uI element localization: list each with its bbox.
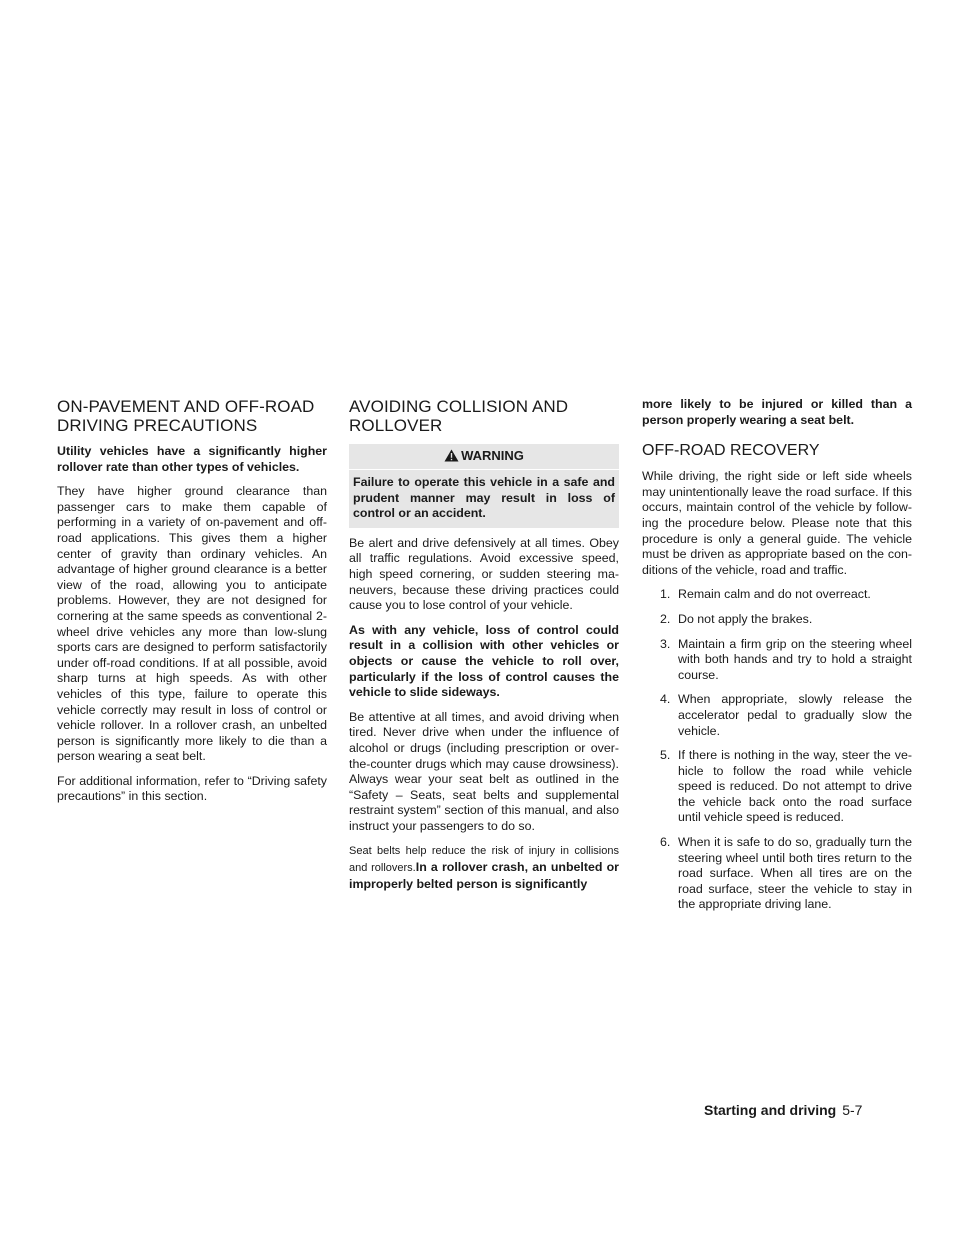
warning-label: WARNING xyxy=(461,448,524,463)
section-heading-off-road-recovery: OFF-ROAD RECOVERY xyxy=(642,442,820,460)
seat-belt-warning-text: In a rollover crash, an unbelted or improperly belted person is significantly xyxy=(349,860,619,891)
column-1 xyxy=(57,397,327,814)
section-heading-on-pavement: ON-PAVEMENT AND OFF-ROAD DRIVING PRECAUTIONS xyxy=(57,397,315,435)
rollover-rate-statement: Utility vehicles have a significantly higher rollover rate than other types of vehicles. xyxy=(57,444,327,474)
seat-belt-warning-continued: more likely to be injured or killed than a person properly wearing a seat belt. xyxy=(642,397,912,427)
list-item: 6. When it is safe to do so, gradually turn the steering wheel until both tires return to the road surface. When all tires are on the road surface, steer the vehicle to stay in the appropriate driving lane. xyxy=(660,835,912,912)
seat-belt-paragraph xyxy=(349,843,619,892)
page-footer xyxy=(704,1102,862,1118)
list-item: 2. Do not apply the brakes. xyxy=(660,611,813,626)
list-item: 1. Remain calm and do not overreact. xyxy=(660,587,871,602)
warning-box xyxy=(349,444,619,528)
list-item: 4. When appropriate, slowly release the accelerator pedal to gradually slow the vehicle. xyxy=(660,692,912,738)
list-item: 3. Maintain a firm grip on the steering wheel with both hands and try to hold a straight course. xyxy=(660,636,912,682)
additional-info-paragraph: For additional information, refer to “Driving safety precautions” in this section. xyxy=(57,773,327,804)
attentive-driving-paragraph: Be attentive at all times, and avoid driving when tired. Never drive when under the influence of alcohol or drugs (including prescription or over-the-counter drugs which may cause drowsiness). Always wear your seat belt as outlined in the “Safety – Seats, seat belts and supplemental restraint system” section of this manual, and also instruct your passengers to do so. xyxy=(349,709,619,833)
defensive-driving-paragraph: Be alert and drive defensively at all times. Obey all traffic regulations. Avoid excessive speed, high speed cornering, or sudden steering maneuvers, because these driving practices could cause you to lose control of your vehicle. xyxy=(349,535,619,613)
seat-belt-text: Seat belts help reduce the risk of injury in collisions and rollovers. xyxy=(349,845,619,875)
list-item: 5. If there is nothing in the way, steer the vehicle to follow the road while vehicle speed is reduced. Do not attempt to drive the vehicle back onto the road surface until vehicle speed is reduced. xyxy=(660,748,912,825)
recovery-steps-list xyxy=(642,587,912,913)
footer-section-title: Starting and driving xyxy=(704,1102,837,1118)
off-road-intro-paragraph: While driving, the right side or left side wheels may unintentionally leave the road surface. If this occurs, maintain control of the vehicle by following the procedure below. Please note that this procedure is only a general guide. The vehicle must be driven as appropriate based on the conditions of the vehicle, road and traffic. xyxy=(642,469,912,577)
section-heading-avoiding-collision: AVOIDING COLLISION AND ROLLOVER xyxy=(349,397,569,435)
warning-header xyxy=(349,444,619,470)
ground-clearance-paragraph: They have higher ground clearance than passenger cars to make them capable of performing in a variety of on-pavement and off-road applications. This gives them a higher center of gravity than ordinary vehicles. An advantage of higher ground clearance is a better view of the road, allowing you to anticipate problems. However, they are not designed for cornering at the same speeds as conventional 2-wheel drive vehicles any more than low-slung sports cars are designed to perform satisfactorily under off-road conditions. If at all possible, avoid sharp turns at high speeds. As with other vehicles of this type, failure to operate this vehicle correctly may result in loss of control or vehicle rollover. In a rollover crash, an unbelted person is significantly more likely to die than a person wearing a seat belt. xyxy=(57,484,327,764)
column-2 xyxy=(349,397,619,901)
warning-triangle-icon xyxy=(444,449,459,465)
loss-of-control-statement: As with any vehicle, loss of control could result in a collision with other vehicles or objects or cause the vehicle to roll over, particularly if the loss of control causes the vehicle to slide sideways. xyxy=(349,622,619,700)
page-number: 5-7 xyxy=(842,1102,863,1118)
warning-text: Failure to operate this vehicle in a safe and prudent manner may result in loss of control or an accident. xyxy=(353,475,615,521)
column-3 xyxy=(642,397,912,922)
